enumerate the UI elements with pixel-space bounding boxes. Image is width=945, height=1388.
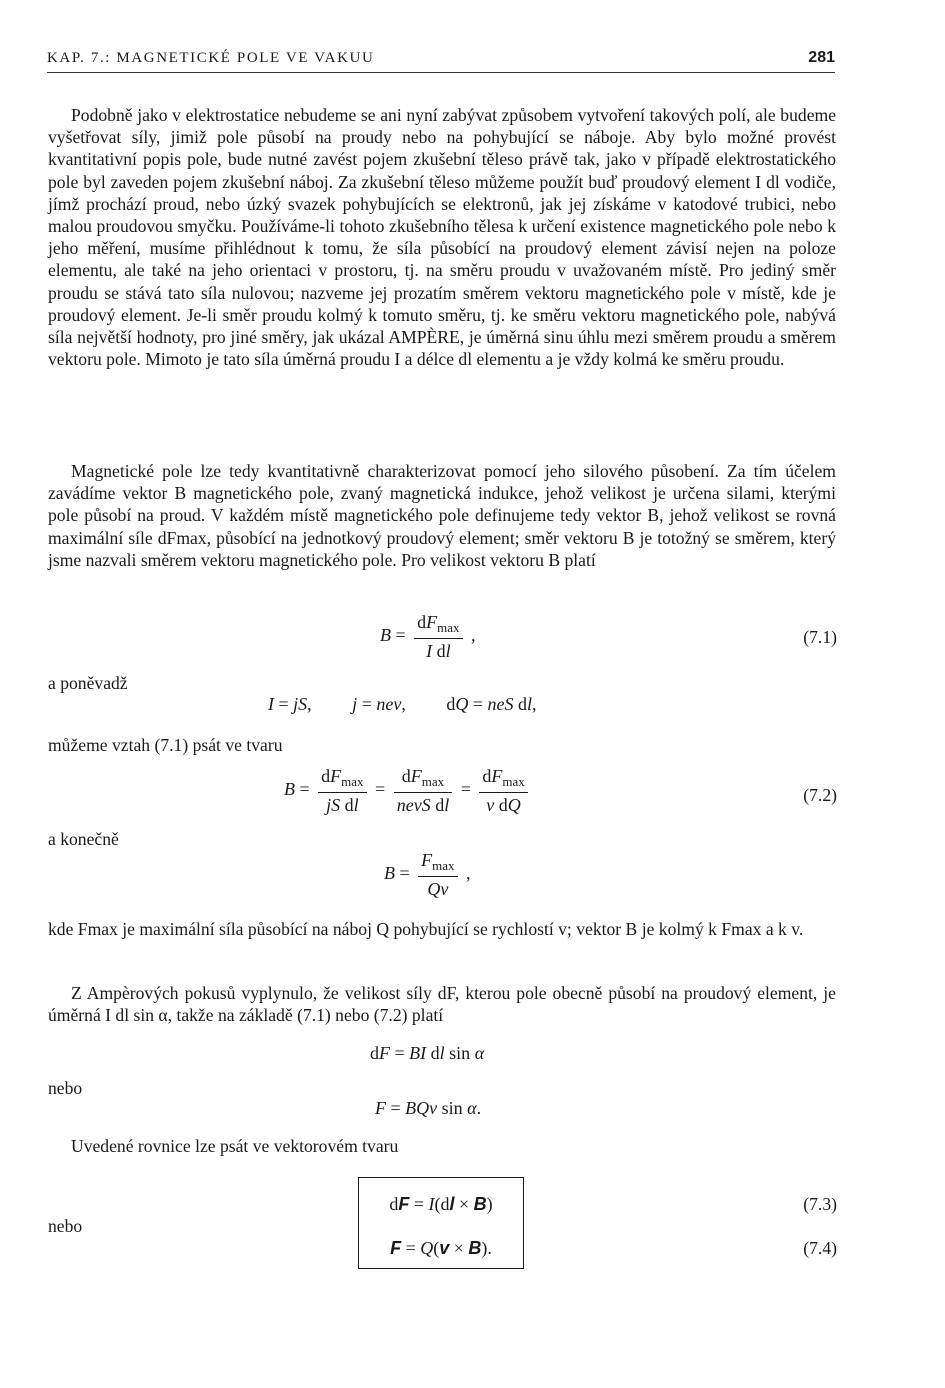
equation-7-4: F = Q(v × B). bbox=[390, 1238, 492, 1258]
equation-7-2: B = $\frac{dF_{max}}{\text{jS dl}}$ = $\frac{dF_{max}}{\text{nevS dl}}$ = $\frac{dF_{max}}{\text{v dQ}}$ bbox=[284, 766, 532, 816]
paragraph-1: Podobně jako v elektrostatice nebudeme se ani nyní zabývat způsobem vytvoření takových polí, ale budeme vyšetřovat síly, jimiž pole působí na proudy nebo na pohybující se náboje. Aby bylo možné provést kvantitativní popis pole, bude nutné zavést pojem zkušební těleso právě tak, jako v případě elektrostatického pole byl zaveden pojem zkušební náboj. Za zkušební těleso můžeme použít buď proudový element I dl vodiče, jímž prochází proud, nebo úzký svazek pohybujících se elektronů, jak jej získáme v katodové trubici, nebo malou proudovou smyčku. Používáme-li tohoto zkušebního tělesa k určení existence magnetického pole nebo k jeho měření, musíme přihlédnout k tomu, že síla působící na proudový element závisí nejen na poloze elementu, ale také na jeho orientaci v prostoru, tj. na směru proudu v uvažovaném místě. Pro jediný směr proudu se stává tato síla nulovou; nazveme jej prozatím směrem vektoru magnetického pole v místě, kde je proudový element. Je-li směr proudu kolmý k tomuto směru, tj. ke směru vektoru magnetického pole, nabývá síla největší hodnoty, pro jiné směry, jak ukázal AMPÈRE, je úměrná sinu úhlu mezi směrem proudu a směrem vektoru pole. Mimoto je tato síla úměrná proudu I a délce dl elementu a je vždy kolmá ke směru proudu. bbox=[48, 105, 836, 370]
equation-relations: I = jS, j = nev, dQ = neS dl, bbox=[268, 694, 537, 714]
equation-number-7-1: (7.1) bbox=[803, 627, 837, 647]
paragraph-3: kde Fmax je maximální síla působící na náboj Q pohybující se rychlostí v; vektor B je kolmý k Fmax a k v. bbox=[48, 919, 804, 939]
label-nebo-1: nebo bbox=[48, 1078, 83, 1098]
label-a-ponevadz: a poněvadž bbox=[48, 673, 128, 693]
running-header bbox=[47, 50, 835, 73]
equation-f-bqv: F = BQv sin α. bbox=[375, 1098, 482, 1118]
label-a-konecne: a konečně bbox=[48, 829, 119, 849]
paragraph-2: Magnetické pole lze tedy kvantitativně charakterizovat pomocí jeho silového působení. Za tím účelem zavádíme vektor B magnetického pole, zvaný magnetická indukce, jehož velikost je určena silami, kterými pole působí na proud. V každém místě magnetického pole definujeme tedy vektor B, jehož velikost se rovná maximální síle dFmax, působící na jednotkový proudový element; směr vektoru B je totožný se směrem, který jsme nazvali směrem vektoru magnetického pole. Pro velikost vektoru B platí bbox=[48, 461, 836, 570]
boxed-vector-equations bbox=[358, 1177, 524, 1269]
equation-df-bi: dF = BI dl sin α bbox=[370, 1043, 485, 1063]
equation-number-7-4: (7.4) bbox=[803, 1238, 837, 1258]
chapter-title: KAP. 7.: MAGNETICKÉ POLE VE VAKUU bbox=[47, 50, 375, 66]
equation-number-7-2: (7.2) bbox=[803, 785, 837, 805]
label-muzeme: můžeme vztah (7.1) psát ve tvaru bbox=[48, 735, 283, 755]
label-nebo-2: nebo bbox=[48, 1216, 83, 1236]
paragraph-4: Z Ampèrových pokusů vyplynulo, že velikost síly dF, kterou pole obecně působí na proudový element, je úměrná I dl sin α, takže na základě (7.1) nebo (7.2) platí bbox=[48, 983, 836, 1026]
equation-7-1: B = $\frac{dF_{max}}{\text{I dl}}$ , bbox=[380, 612, 476, 661]
equation-b-fmax-qv: B = $\frac{F_{max}}{Qv}$ , bbox=[384, 850, 471, 899]
paragraph-5: Uvedené rovnice lze psát ve vektorovém tvaru bbox=[71, 1136, 399, 1156]
equation-number-7-3: (7.3) bbox=[803, 1194, 837, 1214]
page-number: 281 bbox=[808, 49, 835, 66]
equation-7-3: dF = I(dl × B) bbox=[389, 1194, 493, 1214]
